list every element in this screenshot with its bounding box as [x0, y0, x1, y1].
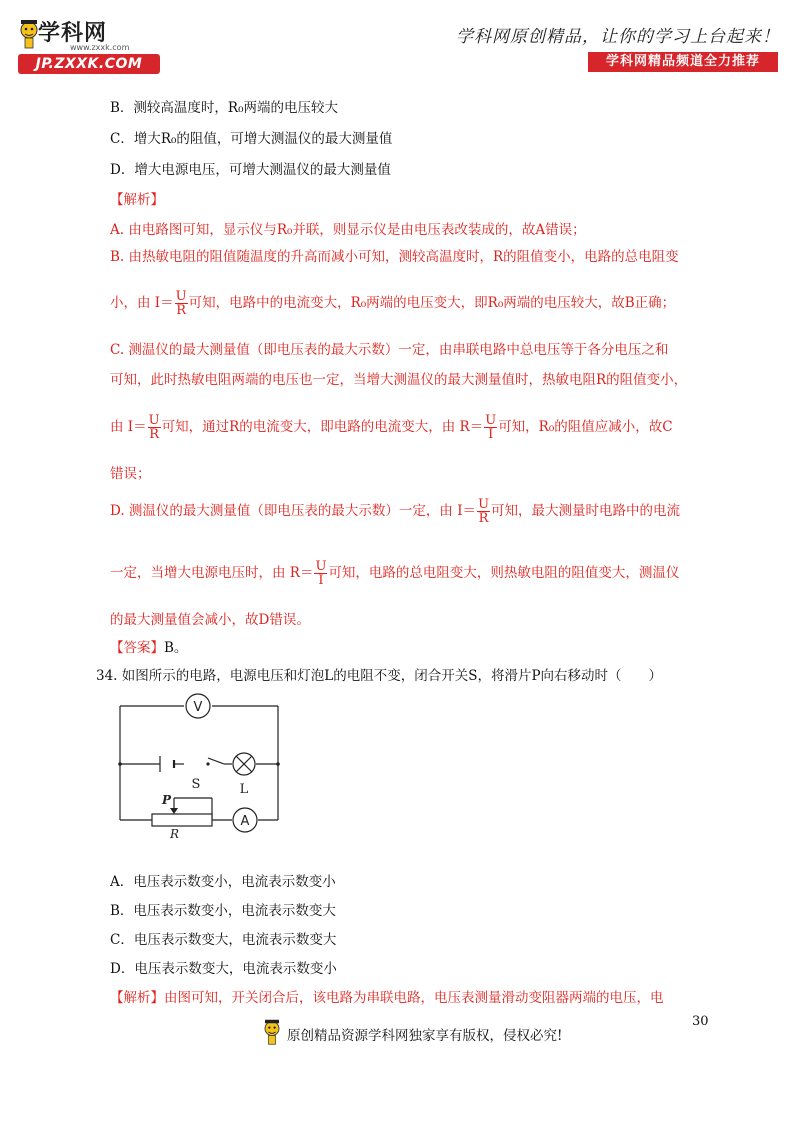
fraction-u-over-r: $\frac{U}{R}$	[175, 289, 187, 318]
logo-text: 学科网	[38, 21, 108, 46]
fraction-u-over-i: $\frac{U}{I}$	[315, 559, 327, 588]
analysis-d2: 一定，当增大电源电压时，由 R＝ $\frac{U}{I}$ 可知，电路的总电阻变大，则热敏电阻的阻值变大，测温仪	[110, 559, 680, 588]
logo-url: JP.ZXXK.COM	[35, 56, 143, 72]
analysis-a: A. 由电路图可知，显示仪与R₀并联，则显示仪是由电压表改装成的，故A错误；	[110, 222, 586, 238]
site-logo	[18, 16, 168, 76]
rheostat-label: R	[170, 827, 180, 840]
analysis-label: 【解析】	[110, 192, 164, 208]
header-slogan: 学科网原创精品，让你的学习上台起来！	[456, 27, 780, 47]
circuit-diagram	[112, 690, 292, 840]
slider-label: P	[162, 793, 172, 807]
voltmeter-label: V	[193, 700, 203, 715]
lamp-label: L	[239, 782, 249, 797]
analysis-c2: 可知，此时热敏电阻两端的电压也一定，当增大测温仪的最大测量值时，热敏电阻R的阻值变小，	[110, 372, 688, 388]
option-d-prev: D．增大电源电压，可增大测温仪的最大测量值	[110, 162, 391, 178]
analysis-c3: 由 I＝ $\frac{U}{R}$ 可知，通过R的电流变大，即电路的电流变大，由 R＝ $\frac{U}{I}$ 可知，R₀的阻值应减小，故C	[110, 413, 673, 442]
analysis-b2-pre: 小，由 I＝	[110, 295, 174, 311]
question-analysis-text: 由图可知，开关闭合后，该电路为串联电路，电压表测量滑动变阻器两端的电压，电	[164, 990, 664, 1006]
footer-copyright: 原创精品资源学科网独家享有版权，侵权必究!	[287, 1028, 563, 1044]
question-34-text: 34. 如图所示的电路，电源电压和灯泡L的电阻不变，闭合开关S，将滑片P向右移动时（ ）	[96, 668, 663, 684]
option-b-prev: B．测较高温度时，R₀两端的电压较大	[110, 100, 338, 116]
fraction-u-over-r: $\frac{U}{R}$	[148, 413, 160, 442]
rheostat-icon	[152, 814, 212, 826]
slider-arrow-icon	[170, 808, 178, 814]
fraction-u-over-i: $\frac{U}{I}$	[485, 413, 497, 442]
question-analysis-label: 【解析】	[110, 990, 164, 1006]
option-b: B．电压表示数变小，电流表示数变大	[110, 903, 336, 919]
answer-value: B。	[164, 640, 188, 656]
switch-label: S	[191, 777, 201, 792]
analysis-c4: 错误；	[110, 466, 151, 482]
fraction-u-over-r: $\frac{U}{R}$	[478, 497, 490, 526]
analysis-b2	[110, 290, 675, 317]
channel-banner: 学科网精品频道全力推荐	[588, 52, 778, 72]
analysis-b1: B. 由热敏电阻的阻值随温度的升高而减小可知，测较高温度时，R的阻值变小，电路的总电阻变	[110, 249, 679, 265]
switch-contact-icon	[206, 762, 209, 765]
footer-mascot-icon	[262, 1018, 282, 1046]
option-c-prev: C．增大R₀的阻值，可增大测温仪的最大测量值	[110, 131, 393, 147]
answer-label: 【答案】	[110, 640, 164, 656]
analysis-d1: D. 测温仪的最大测量值（即电压表的最大示数）一定，由 I＝ $\frac{U}{R}$ 可知，最大测量时电路中的电流	[110, 497, 681, 526]
analysis-d3: 的最大测量值会减小，故D错误。	[110, 612, 310, 628]
logo-domain: www.zxxk.com	[70, 43, 130, 52]
analysis-b2-post: 可知，电路中的电流变大，R₀两端的电压变大，即R₀两端的电压较大，故B正确；	[188, 295, 676, 311]
answer	[110, 636, 187, 656]
ammeter-label: A	[240, 814, 250, 829]
option-c: C．电压表示数变大，电流表示数变大	[110, 932, 337, 948]
analysis-c1: C. 测温仪的最大测量值（即电压表的最大示数）一定，由串联电路中总电压等于各分电压之和	[110, 342, 669, 358]
question-analysis	[110, 986, 664, 1006]
mascot-icon	[18, 18, 40, 50]
option-d: D．电压表示数变大，电流表示数变小	[110, 961, 337, 977]
page-number: 30	[692, 1014, 709, 1029]
option-a: A．电压表示数变小，电流表示数变小	[110, 874, 336, 890]
